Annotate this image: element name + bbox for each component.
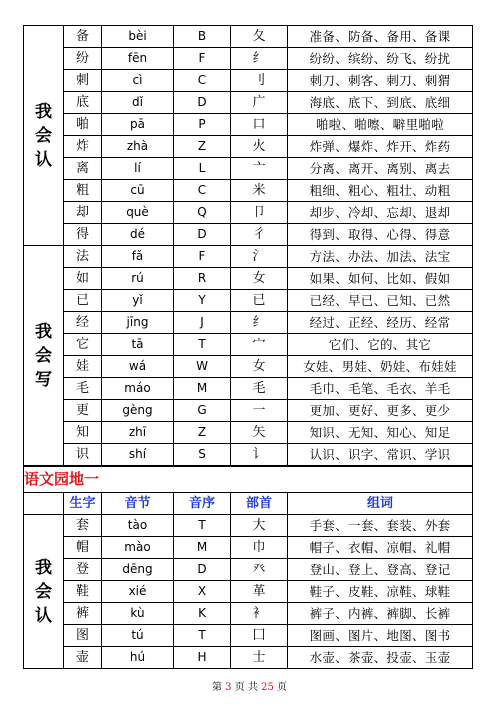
- table-row: [24, 180, 473, 202]
- pinyin-cell: pā: [102, 114, 174, 136]
- order-cell: M: [174, 378, 231, 400]
- section-label-char: 我: [35, 101, 52, 122]
- words-cell: 手套、一套、套装、外套: [288, 515, 473, 537]
- radical-cell: 米: [231, 180, 288, 202]
- order-cell: T: [174, 334, 231, 356]
- words-cell: 水壶、茶壶、投壶、玉壶: [288, 647, 473, 669]
- radical-cell: 毛: [231, 378, 288, 400]
- pinyin-cell: dēng: [102, 559, 174, 581]
- radical-cell: 广: [231, 92, 288, 114]
- header-radical: 部首: [231, 493, 288, 515]
- words-cell: 准备、防备、备用、备课: [288, 26, 473, 48]
- char-cell: 得: [64, 224, 102, 246]
- char-cell: 如: [64, 268, 102, 290]
- pinyin-cell: bèi: [102, 26, 174, 48]
- radical-cell: 卩: [231, 202, 288, 224]
- pinyin-cell: shí: [102, 444, 174, 466]
- radical-cell: 一: [231, 400, 288, 422]
- section-label-char: 会: [35, 125, 52, 146]
- order-cell: Y: [174, 290, 231, 312]
- table-row: [24, 603, 473, 625]
- table-row: [24, 559, 473, 581]
- char-cell: 更: [64, 400, 102, 422]
- char-cell: 它: [64, 334, 102, 356]
- section-label-char: 认: [35, 605, 52, 626]
- radical-cell: 已: [231, 290, 288, 312]
- char-cell: 图: [64, 625, 102, 647]
- section-label-char: 我: [35, 557, 52, 578]
- order-cell: K: [174, 603, 231, 625]
- pinyin-cell: gèng: [102, 400, 174, 422]
- footer-prefix: 第: [211, 682, 222, 693]
- words-cell: 图画、图片、地图、图书: [288, 625, 473, 647]
- radical-cell: 纟: [231, 312, 288, 334]
- table-row: [24, 92, 473, 114]
- radical-cell: 矢: [231, 422, 288, 444]
- pinyin-cell: mào: [102, 537, 174, 559]
- pinyin-cell: tào: [102, 515, 174, 537]
- char-cell: 裤: [64, 603, 102, 625]
- table-row: [24, 400, 473, 422]
- words-cell: 却步、冷却、忘却、退却: [288, 202, 473, 224]
- words-cell: 登山、登上、登高、登记: [288, 559, 473, 581]
- words-cell: 女娃、男娃、奶娃、布娃娃: [288, 356, 473, 378]
- table-row: [24, 246, 473, 268]
- order-cell: F: [174, 246, 231, 268]
- char-cell: 底: [64, 92, 102, 114]
- radical-cell: 口: [231, 114, 288, 136]
- char-cell: 壶: [64, 647, 102, 669]
- pinyin-cell: máo: [102, 378, 174, 400]
- char-cell: 套: [64, 515, 102, 537]
- footer-page-number: 3: [225, 682, 232, 693]
- order-cell: Z: [174, 422, 231, 444]
- char-cell: 炸: [64, 136, 102, 158]
- radical-cell: 彳: [231, 224, 288, 246]
- table-row: [24, 422, 473, 444]
- char-cell: 离: [64, 158, 102, 180]
- vocab-table-top: [23, 25, 473, 466]
- vocab-table-garden: [23, 466, 473, 669]
- pinyin-cell: cì: [102, 70, 174, 92]
- pinyin-cell: kù: [102, 603, 174, 625]
- section-label-char: 我: [35, 321, 52, 342]
- radical-cell: 讠: [231, 444, 288, 466]
- char-cell: 帽: [64, 537, 102, 559]
- garden-title-cell: [24, 467, 473, 493]
- table-row: [24, 114, 473, 136]
- table-row: [24, 625, 473, 647]
- radical-cell: 宀: [231, 334, 288, 356]
- order-cell: F: [174, 48, 231, 70]
- section-label: [24, 26, 64, 246]
- pinyin-cell: xié: [102, 581, 174, 603]
- section-label-char: 会: [35, 581, 52, 602]
- section-label-char: 会: [35, 345, 52, 366]
- char-cell: 鞋: [64, 581, 102, 603]
- words-cell: 认识、识字、常识、学识: [288, 444, 473, 466]
- words-cell: 帽子、衣帽、凉帽、礼帽: [288, 537, 473, 559]
- table-row: [24, 581, 473, 603]
- order-cell: Z: [174, 136, 231, 158]
- order-cell: C: [174, 180, 231, 202]
- section-label: [24, 246, 64, 466]
- char-cell: 登: [64, 559, 102, 581]
- section-label-char: 写: [35, 369, 52, 390]
- header-blank: [24, 493, 64, 515]
- pinyin-cell: jīng: [102, 312, 174, 334]
- section-label: [24, 515, 64, 669]
- pinyin-cell: fǎ: [102, 246, 174, 268]
- order-cell: W: [174, 356, 231, 378]
- radical-cell: 大: [231, 515, 288, 537]
- words-cell: 已经、早已、已知、已然: [288, 290, 473, 312]
- char-cell: 已: [64, 290, 102, 312]
- table-row: [24, 136, 473, 158]
- header-row: [24, 493, 473, 515]
- words-cell: 刺刀、刺客、刺刀、刺猬: [288, 70, 473, 92]
- char-cell: 娃: [64, 356, 102, 378]
- order-cell: T: [174, 515, 231, 537]
- char-cell: 知: [64, 422, 102, 444]
- order-cell: D: [174, 92, 231, 114]
- table-row: [24, 202, 473, 224]
- order-cell: S: [174, 444, 231, 466]
- words-cell: 毛巾、毛笔、毛衣、羊毛: [288, 378, 473, 400]
- table-row: [24, 537, 473, 559]
- pinyin-cell: zhà: [102, 136, 174, 158]
- words-cell: 分离、离开、离别、离去: [288, 158, 473, 180]
- pinyin-cell: zhī: [102, 422, 174, 444]
- table-row: [24, 70, 473, 92]
- radical-cell: 衤: [231, 603, 288, 625]
- table-row: [24, 515, 473, 537]
- radical-cell: 氵: [231, 246, 288, 268]
- garden-title: 语文园地一: [24, 470, 100, 488]
- char-cell: 备: [64, 26, 102, 48]
- header-char: 生字: [64, 493, 102, 515]
- radical-cell: 癶: [231, 559, 288, 581]
- pinyin-cell: rú: [102, 268, 174, 290]
- pinyin-cell: dé: [102, 224, 174, 246]
- pinyin-cell: dǐ: [102, 92, 174, 114]
- header-order: 音序: [174, 493, 231, 515]
- order-cell: X: [174, 581, 231, 603]
- radical-cell: 女: [231, 268, 288, 290]
- order-cell: P: [174, 114, 231, 136]
- table-row: [24, 268, 473, 290]
- table-row: [24, 378, 473, 400]
- radical-cell: 火: [231, 136, 288, 158]
- words-cell: 海底、底下、到底、底细: [288, 92, 473, 114]
- table-row: [24, 356, 473, 378]
- words-cell: 纷纷、缤纷、纷飞、纷扰: [288, 48, 473, 70]
- words-cell: 更加、更好、更多、更少: [288, 400, 473, 422]
- words-cell: 方法、办法、加法、法宝: [288, 246, 473, 268]
- pinyin-cell: què: [102, 202, 174, 224]
- char-cell: 纷: [64, 48, 102, 70]
- order-cell: H: [174, 647, 231, 669]
- table-row: [24, 224, 473, 246]
- pinyin-cell: tā: [102, 334, 174, 356]
- words-cell: 炸弹、爆炸、炸开、炸药: [288, 136, 473, 158]
- pinyin-cell: lí: [102, 158, 174, 180]
- table-row: [24, 290, 473, 312]
- char-cell: 法: [64, 246, 102, 268]
- page-footer: [0, 681, 499, 695]
- order-cell: L: [174, 158, 231, 180]
- header-pinyin: 音节: [102, 493, 174, 515]
- words-cell: 它们、它的、其它: [288, 334, 473, 356]
- radical-cell: 亠: [231, 158, 288, 180]
- radical-cell: 囗: [231, 625, 288, 647]
- radical-cell: 士: [231, 647, 288, 669]
- order-cell: B: [174, 26, 231, 48]
- words-cell: 鞋子、皮鞋、凉鞋、球鞋: [288, 581, 473, 603]
- table-row: [24, 158, 473, 180]
- pinyin-cell: fēn: [102, 48, 174, 70]
- order-cell: D: [174, 559, 231, 581]
- header-words: 组词: [288, 493, 473, 515]
- table-row: [24, 48, 473, 70]
- table-row: [24, 647, 473, 669]
- radical-cell: 刂: [231, 70, 288, 92]
- order-cell: Q: [174, 202, 231, 224]
- order-cell: T: [174, 625, 231, 647]
- order-cell: R: [174, 268, 231, 290]
- words-cell: 裤子、内裤、裤脚、长裤: [288, 603, 473, 625]
- table-row: [24, 334, 473, 356]
- order-cell: C: [174, 70, 231, 92]
- order-cell: G: [174, 400, 231, 422]
- radical-cell: 巾: [231, 537, 288, 559]
- char-cell: 却: [64, 202, 102, 224]
- footer-suffix: 页: [277, 682, 288, 693]
- char-cell: 毛: [64, 378, 102, 400]
- pinyin-cell: hú: [102, 647, 174, 669]
- char-cell: 粗: [64, 180, 102, 202]
- order-cell: D: [174, 224, 231, 246]
- radical-cell: 夂: [231, 26, 288, 48]
- words-cell: 如果、如何、比如、假如: [288, 268, 473, 290]
- order-cell: M: [174, 537, 231, 559]
- garden-title-row: [24, 467, 473, 493]
- radical-cell: 革: [231, 581, 288, 603]
- char-cell: 啪: [64, 114, 102, 136]
- order-cell: J: [174, 312, 231, 334]
- radical-cell: 纟: [231, 48, 288, 70]
- radical-cell: 女: [231, 356, 288, 378]
- words-cell: 知识、无知、知心、知足: [288, 422, 473, 444]
- char-cell: 刺: [64, 70, 102, 92]
- words-cell: 粗细、粗心、粗壮、动粗: [288, 180, 473, 202]
- section-label-char: 认: [35, 149, 52, 170]
- words-cell: 经过、正经、经历、经常: [288, 312, 473, 334]
- pinyin-cell: cū: [102, 180, 174, 202]
- pinyin-cell: yǐ: [102, 290, 174, 312]
- words-cell: 得到、取得、心得、得意: [288, 224, 473, 246]
- char-cell: 识: [64, 444, 102, 466]
- footer-mid: 页 共: [234, 682, 258, 693]
- pinyin-cell: wá: [102, 356, 174, 378]
- words-cell: 啪啦、啪嚓、噼里啪啦: [288, 114, 473, 136]
- footer-total-pages: 25: [261, 682, 274, 693]
- table-row: [24, 312, 473, 334]
- table-row: [24, 444, 473, 466]
- char-cell: 经: [64, 312, 102, 334]
- table-row: [24, 26, 473, 48]
- pinyin-cell: tú: [102, 625, 174, 647]
